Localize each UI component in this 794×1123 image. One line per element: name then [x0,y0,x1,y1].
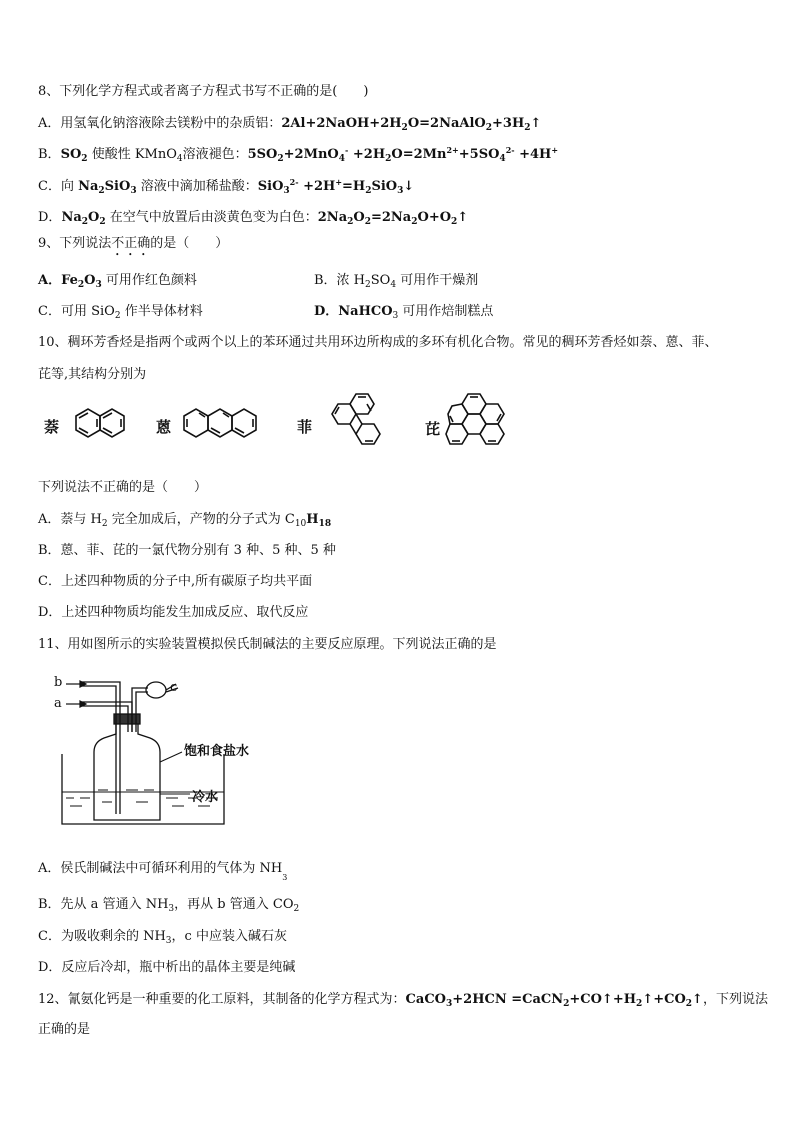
pyrene-structure [444,388,526,460]
q9-option-d: D．NaHCO$_3$ 可用作焙制糕点 [314,304,494,321]
q8-option-a: A．用氢氧化钠溶液除去镁粉中的杂质铝：$2Al+2NaOH+2H_2O=2NaAlO_2+3H_2↑$ [38,116,542,133]
q10-stem-line1: 10、稠环芳香烃是指两个或两个以上的苯环通过共用环边所构成的多环有机化合物。常见的稠环芳香烃如萘、蒽、菲、 [38,335,718,350]
q12-stem-line2: 正确的是 [38,1022,91,1037]
coldwater-label: 冷水 [192,790,219,805]
anthracene-structure [178,406,274,446]
q11-option-c: C．为吸收剩余的 $NH_3$，c 中应装入碱石灰 [38,929,287,946]
outlet-c-label: c [170,680,178,695]
inlet-a-label: a [54,696,62,711]
phenanthrene-label: 菲 [297,418,313,436]
q8-option-c: C．向 $Na_2SiO_3$ 溶液中滴加稀盐酸：$SiO_3^{2-} +2H^+=H_2SiO_3↓$ [38,177,415,196]
anthracene-label: 蒽 [156,418,172,436]
q10-option-c: C．上述四种物质的分子中,所有碳原子均共平面 [38,574,313,589]
q11-stem: 11、用如图所示的实验装置模拟侯氏制碱法的主要反应原理。下列说法正确的是 [38,637,497,652]
q10-sub-stem: 下列说法不正确的是（ ） [38,480,208,495]
q9-option-c: C．可用 SiO$_2$ 作半导体材料 [38,304,203,321]
inlet-b-label: b [54,675,63,690]
saltwater-label: 饱和食盐水 [184,744,250,759]
phenanthrene-structure [322,390,402,452]
q11-option-a: A．侯氏制碱法中可循环利用的气体为 $NH_3$ [38,861,288,882]
apparatus-figure [48,672,298,832]
q10-option-d: D．上述四种物质均能发生加成反应、取代反应 [38,605,309,620]
q10-stem-line2: 芘等,其结构分别为 [38,367,147,382]
q10-option-b: B．蒽、菲、芘的一氯代物分别有 3 种、5 种、5 种 [38,543,336,558]
q9-stem: 9、下列说法不正确的是（ ） [38,236,229,251]
q11-option-b: B．先从 a 管通入 $NH_3$，再从 b 管通入 $CO_2$ [38,897,300,914]
q9-option-b: B．浓 $H_2SO_4$ 可用作干燥剂 [314,273,479,290]
q12-stem-line1: 12、氰氨化钙是一种重要的化工原料，其制备的化学方程式为：CaCO$_3$+2HCN $=CaCN_2+CO↑+H_2↑+CO_2↑$，下列说法 [38,992,768,1009]
q11-option-d: D．反应后冷却，瓶中析出的晶体主要是纯碱 [38,960,296,975]
q9-option-a: A．$Fe_2O_3$ 可用作红色颜料 [38,273,197,290]
q8-option-d: D．$Na_2O_2$ 在空气中放置后由淡黄色变为白色：$2Na_2O_2=2Na_2O+O_2↑$ [38,210,469,227]
naphthalene-label: 萘 [44,418,60,436]
q10-option-a: A．萘与 $H_2$ 完全加成后，产物的分子式为 $C_{10}H_{18}$ [38,512,332,529]
naphthalene-structure [70,406,132,446]
q8-option-b: B．$SO_2$ 使酸性 KMnO$_4$溶液褪色：$5SO_2+2MnO_4^- +2H_2O=2Mn^{2+}+5SO_4^{2-} +4H^+$ [38,145,559,164]
pyrene-label: 芘 [425,420,441,438]
q8-stem: 8、下列化学方程式或者离子方程式书写不正确的是( ) [38,84,369,99]
